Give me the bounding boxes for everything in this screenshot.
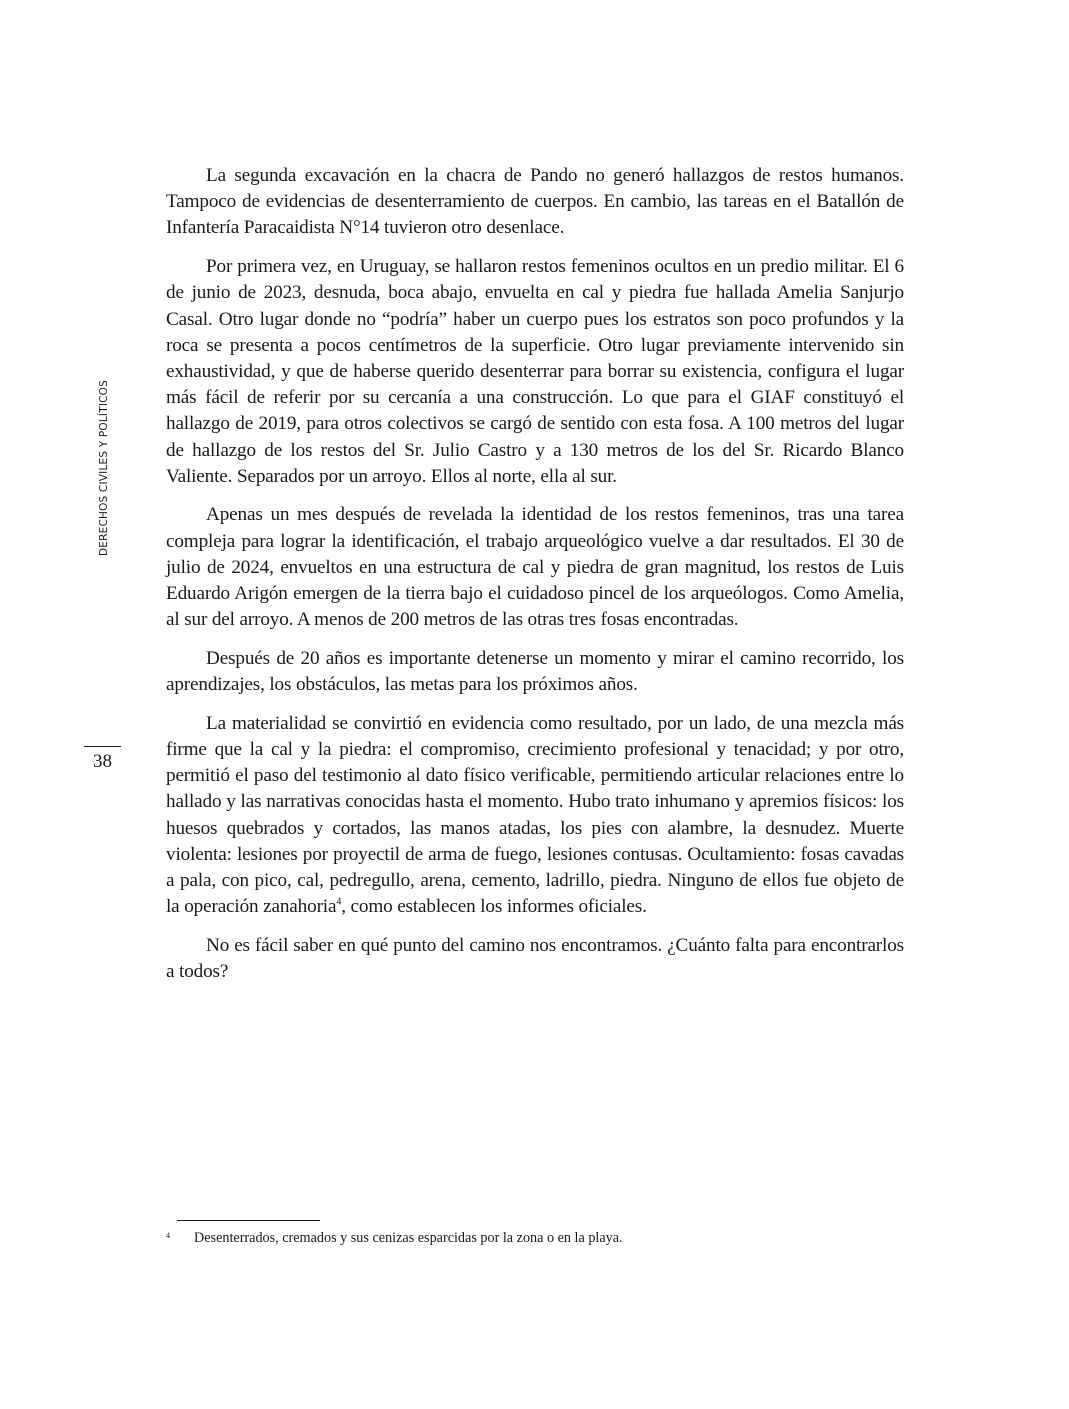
paragraph-4: Después de 20 años es importante detenerse un momento y mirar el camino recorrido, los aprendizajes, los obstáculos, las metas para los próximos años. bbox=[166, 647, 904, 696]
running-head-text: DERECHOS CIVILES Y POLÍTICOS bbox=[98, 379, 110, 557]
footnote-separator bbox=[177, 1220, 320, 1221]
body-text bbox=[166, 163, 904, 998]
paragraph-5-text-b: , como establecen los informes oficiales. bbox=[341, 896, 647, 918]
paragraph-5-text-a: La materialidad se convirtió en evidencia como resultado, por un lado, de una mezcla más firme que la cal y la piedra: el compromiso, crecimiento profesional y tenacidad; y por otro, permitió el paso del testimonio al dato físico verificable, permitiendo articular relaciones entre lo hallado y las narrativas conocidas hasta el momento. Hubo trato inhumano y apremios físicos: los huesos quebrados y cortados, las manos atadas, los pies con alambre, la desnudez. Muerte violenta: lesiones por proyectil de arma de fuego, lesiones contusas. Ocultamiento: fosas cavadas a pala, con pico, cal, pedregullo, arena, cemento, ladrillo, piedra. Ninguno de ellos fue objeto de la operación zanahoria bbox=[166, 712, 904, 918]
paragraph-2: Por primera vez, en Uruguay, se hallaron restos femeninos ocultos en un predio militar. El 6 de junio de 2023, desnuda, boca abajo, envuelta en cal y piedra fue hallada Amelia Sanjurjo Casal. Otro lugar donde no “podría” haber un cuerpo pues los estratos son poco profundos y la roca se presenta a pocos centímetros de la superficie. Otro lugar previamente intervenido sin exhaustividad, y que de haberse querido desenterrar para borrar su existencia, configura el lugar más fácil de referir por su cercanía a una construcción. Lo que para el GIAF constituyó el hallazgo de 2019, para otros colectivos se cargó de sentido con esta fosa. A 100 metros del lugar de hallazgo de los restos del Sr. Julio Castro y a 130 metros de los del Sr. Ricardo Blanco Valiente. Separados por un arroyo. Ellos al norte, ella al sur. bbox=[166, 256, 904, 487]
paragraph-6: No es fácil saber en qué punto del camino nos encontramos. ¿Cuánto falta para encontrarlos a todos? bbox=[166, 934, 904, 983]
page-number: 38 bbox=[93, 751, 112, 772]
paragraph-3: Apenas un mes después de revelada la identidad de los restos femeninos, tras una tarea compleja para lograr la identificación, el trabajo arqueológico vuelve a dar resultados. El 30 de julio de 2024, envueltos en una estructura de cal y piedra de gran magnitud, los restos de Luis Eduardo Arigón emergen de la tierra bajo el cuidadoso pincel de los arqueólogos. Como Amelia, al sur del arroyo. A menos de 200 metros de las otras tres fosas encontradas. bbox=[166, 504, 904, 631]
footnote-text: Desenterrados, cremados y sus cenizas esparcidas por la zona o en la playa. bbox=[194, 1230, 623, 1246]
footnote-mark: 4 bbox=[166, 1231, 170, 1240]
paragraph-5 bbox=[166, 711, 904, 921]
running-head-vertical bbox=[97, 372, 111, 564]
footnote-reference-4[interactable]: 4 bbox=[336, 896, 342, 908]
page-number-rule bbox=[84, 746, 121, 747]
paragraph-1: La segunda excavación en la chacra de Pando no generó hallazgos de restos humanos. Tampoco de evidencias de desenterramiento de cuerpos. En cambio, las tareas en el Batallón de Infantería Paracaidista N°14 tuvieron otro desenlace. bbox=[166, 165, 904, 239]
